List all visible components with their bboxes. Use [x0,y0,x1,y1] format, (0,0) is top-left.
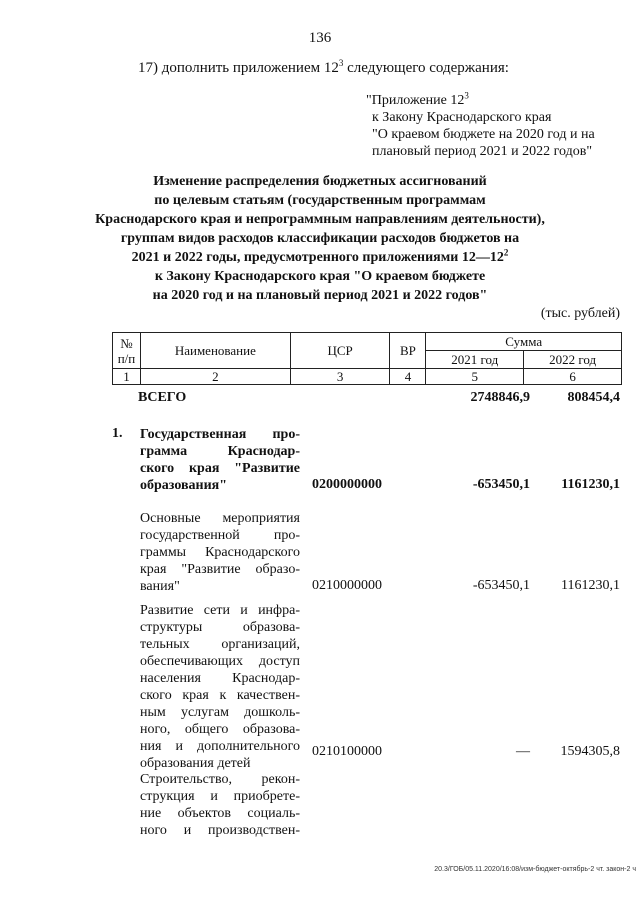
appendix-superscript: 3 [464,90,469,101]
header-name: Наименование [140,333,290,369]
row-2022: 1161230,1 [561,477,620,492]
intro-tail: следующего содержания: [343,60,509,76]
row-csr: 0200000000 [312,477,382,492]
units-label: (тыс. рублей) [540,306,620,321]
title-line-5: 2021 и 2022 годы, предусмотренного приложениями $12—12^2$ [131,247,509,265]
row-name: Развитие сети и инфра- структуры образова- тельных организаций, обеспечивающих доступ населения Краснодар- ского края к качествен- ным услугам дошколь- ного, общего образова- ния и дополнительного образования детей [140,603,300,771]
column-index-6: 6 [524,369,622,385]
appendix-line-1: "Приложение $12^3$ [366,90,469,108]
row-number: 1. [112,426,123,441]
row-name: Основные мероприятия государственной про- граммы Краснодарского края "Развитие образо- вания" [140,511,300,594]
header-year-2021: 2021 год [426,351,524,369]
row-name: Государственная про- грамма Краснодар- ского края "Развитие образования" [140,427,300,493]
intro-text: 17) дополнить приложением 12 [138,60,339,76]
title-line-7: на 2020 год и на плановый период 2021 и 2022 годов" [152,288,488,303]
row-csr: 0210100000 [312,744,382,759]
table-header [112,332,622,385]
appendix-header [366,92,595,160]
total-2021: 2748846,9 [470,390,530,405]
column-index-4: 4 [390,369,426,385]
intro-superscript: 3 [338,58,344,68]
header-sum: Сумма [426,333,622,351]
row-2021: -653450,1 [472,578,530,593]
header-number: № п/п [113,333,141,369]
header-vr: ВР [390,333,426,369]
header-csr: ЦСР [290,333,390,369]
appendix-line-3: "О краевом бюджете на 2020 год и на [372,127,595,142]
row-2022: 1161230,1 [561,578,620,593]
title-line-2: по целевым статьям (государственным программам [154,193,486,208]
title-line-4: группам видов расходов классификации расходов бюджетов на [120,231,520,246]
title-line-3: Краснодарского края и непрограммным направлениям деятельности), [95,212,545,227]
total-label: ВСЕГО [138,390,187,405]
appendix-line-4: плановый период 2021 и 2022 годов" [372,144,593,159]
row-csr: 0210000000 [312,578,382,593]
column-index-5: 5 [426,369,524,385]
column-index-1: 1 [113,369,141,385]
total-2022: 808454,4 [567,390,620,405]
title-superscript: 2 [503,247,509,258]
row-2021: — [516,744,530,759]
column-index-3: 3 [290,369,390,385]
appendix-line-2: к Закону Краснодарского края [372,110,552,125]
row-name: Строительство, рекон- струкция и приобрете- ние объектов социаль- ного и производствен- [140,772,300,838]
title-line-6: к Закону Краснодарского края "О краевом бюджете [154,269,486,284]
column-index-2: 2 [140,369,290,385]
page-number: 136 [308,30,332,46]
intro-line [138,60,509,77]
title-line-1: Изменение распределения бюджетных ассигнований [153,174,487,189]
row-2021: -653450,1 [472,477,530,492]
footer-file-path: 20.3/ГОБ/05.11.2020/16:08/изм-бюджет-октябрь-2 чт. закон-2 ч [434,866,636,873]
row-2022: 1594305,8 [560,744,620,759]
header-year-2022: 2022 год [524,351,622,369]
document-title [0,172,640,305]
